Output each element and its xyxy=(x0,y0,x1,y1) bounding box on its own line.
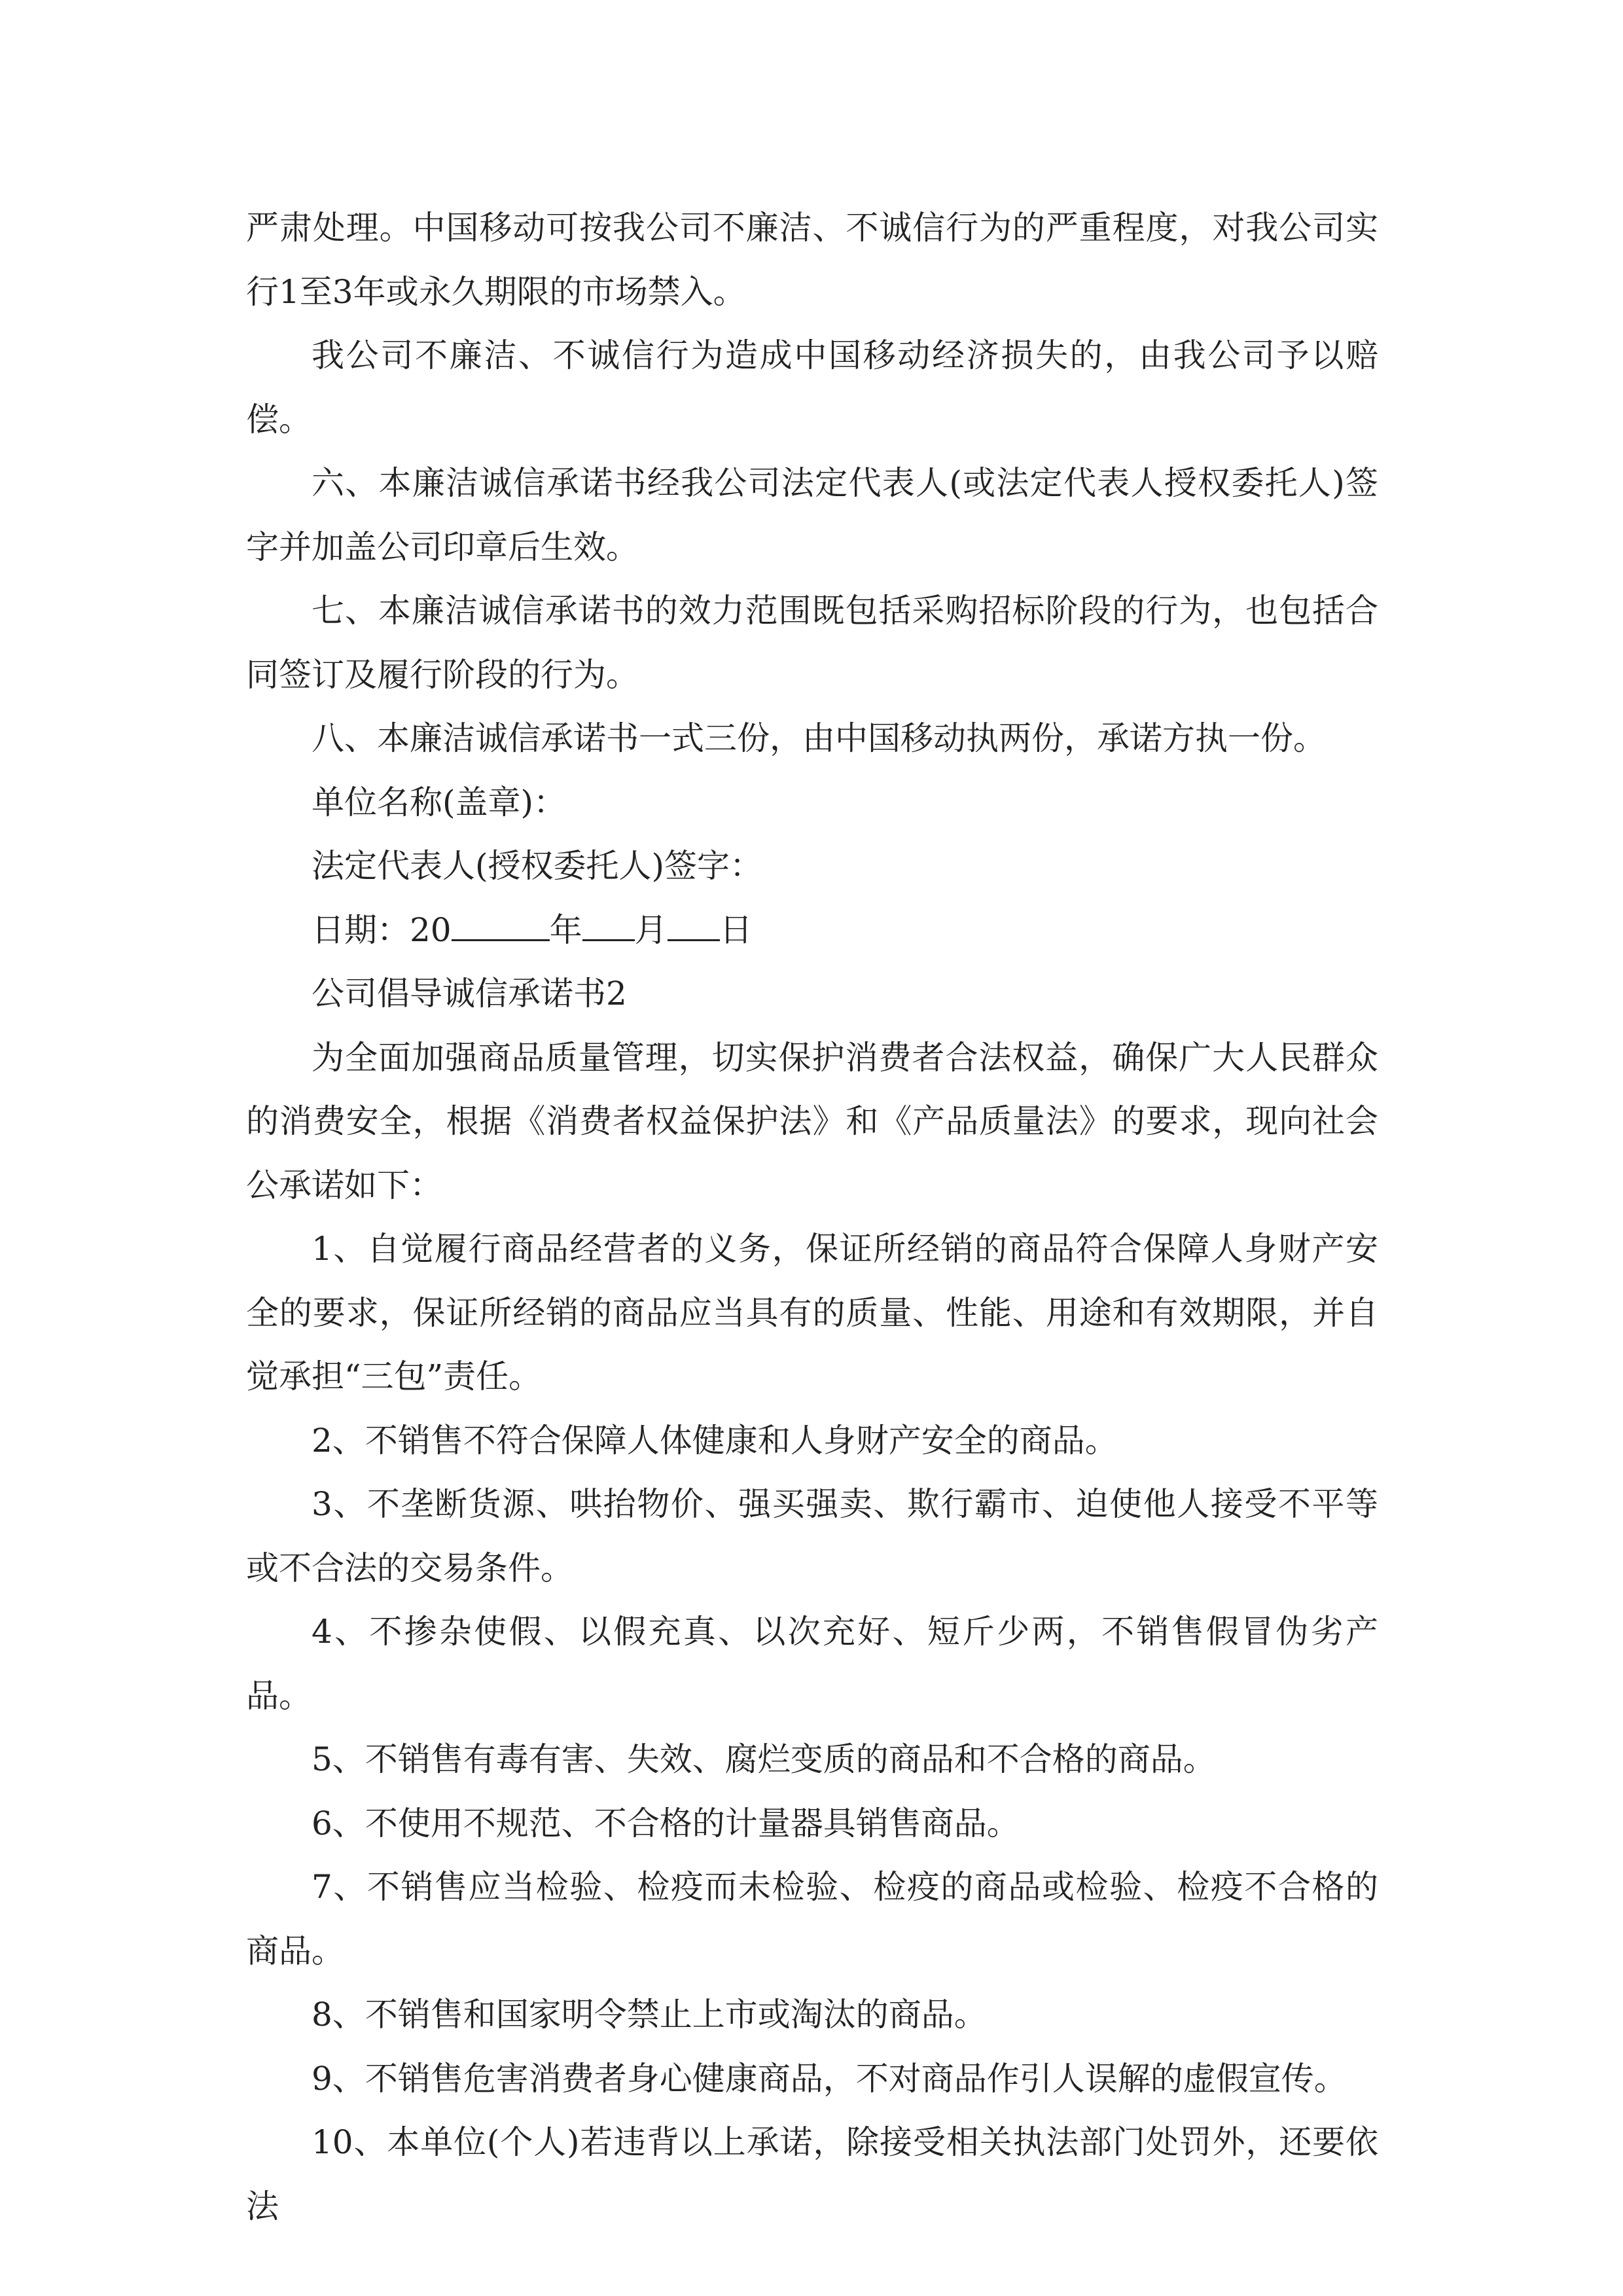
list-item: 7、不销售应当检验、检疫而未检验、检疫的商品或检验、检疫不合格的商品。 xyxy=(246,1868,1378,1970)
list-item: 8、不销售和国家明令禁止上市或淘汰的商品。 xyxy=(312,1996,987,2034)
date-year: 年 xyxy=(549,910,582,949)
section-heading-2: 公司倡导诚信承诺书2 xyxy=(312,975,627,1013)
list-item: 1、自觉履行商品经营者的义务，保证所经销的商品符合保障人身财产安全的要求，保证所经销的商品应当具有的质量、性能、用途和有效期限，并自觉承担“三包”责任。 xyxy=(246,1230,1378,1395)
date-label: 日期：20 xyxy=(312,910,452,949)
paragraph-compensation: 我公司不廉洁、不诚信行为造成中国移动经济损失的，由我公司予以赔偿。 xyxy=(246,336,1378,439)
document-body xyxy=(246,196,1378,2238)
list-item: 3、不垄断货源、哄抬物价、强买强卖、欺行霸市、迫使他人接受不平等或不合法的交易条件。 xyxy=(246,1485,1378,1587)
list-item: 5、不销售有毒有害、失效、腐烂变质的商品和不合格的商品。 xyxy=(312,1740,1216,1778)
list-item: 4、不掺杂使假、以假充真、以次充好、短斤少两，不销售假冒伪劣产品。 xyxy=(246,1613,1378,1715)
intro-paragraph: 为全面加强商品质量管理，切实保护消费者合法权益，确保广大人民群众的消费安全，根据《消费者权益保护法》和《产品质量法》的要求，现向社会公承诺如下： xyxy=(246,1038,1378,1204)
day-blank xyxy=(668,906,720,941)
unit-name-line: 单位名称(盖章)： xyxy=(312,783,567,821)
year-blank xyxy=(452,906,550,941)
signature-line: 法定代表人(授权委托人)签字： xyxy=(312,847,763,885)
month-blank xyxy=(582,906,635,941)
list-item: 6、不使用不规范、不合格的计量器具销售商品。 xyxy=(312,1804,1020,1842)
date-month: 月 xyxy=(634,910,668,949)
clause-eight: 八、本廉洁诚信承诺书一式三份，由中国移动执两份，承诺方执一份。 xyxy=(312,719,1326,757)
date-line xyxy=(246,899,1378,963)
date-day: 日 xyxy=(719,910,753,949)
clause-six: 六、本廉洁诚信承诺书经我公司法定代表人(或法定代表人授权委托人)签字并加盖公司印章后生效。 xyxy=(246,464,1378,566)
clause-seven: 七、本廉洁诚信承诺书的效力范围既包括采购招标阶段的行为，也包括合同签订及履行阶段的行为。 xyxy=(246,592,1378,694)
list-item: 10、本单位(个人)若违背以上承诺，除接受相关执法部门处罚外，还要依法 xyxy=(246,2123,1378,2225)
list-item: 2、不销售不符合保障人体健康和人身财产安全的商品。 xyxy=(312,1421,1118,1460)
list-item: 9、不销售危害消费者身心健康商品，不对商品作引人误解的虚假宣传。 xyxy=(312,2059,1347,2098)
paragraph-continued: 严肃处理。中国移动可按我公司不廉洁、不诚信行为的严重程度，对我公司实行1至3年或永久期限的市场禁入。 xyxy=(246,209,1378,311)
